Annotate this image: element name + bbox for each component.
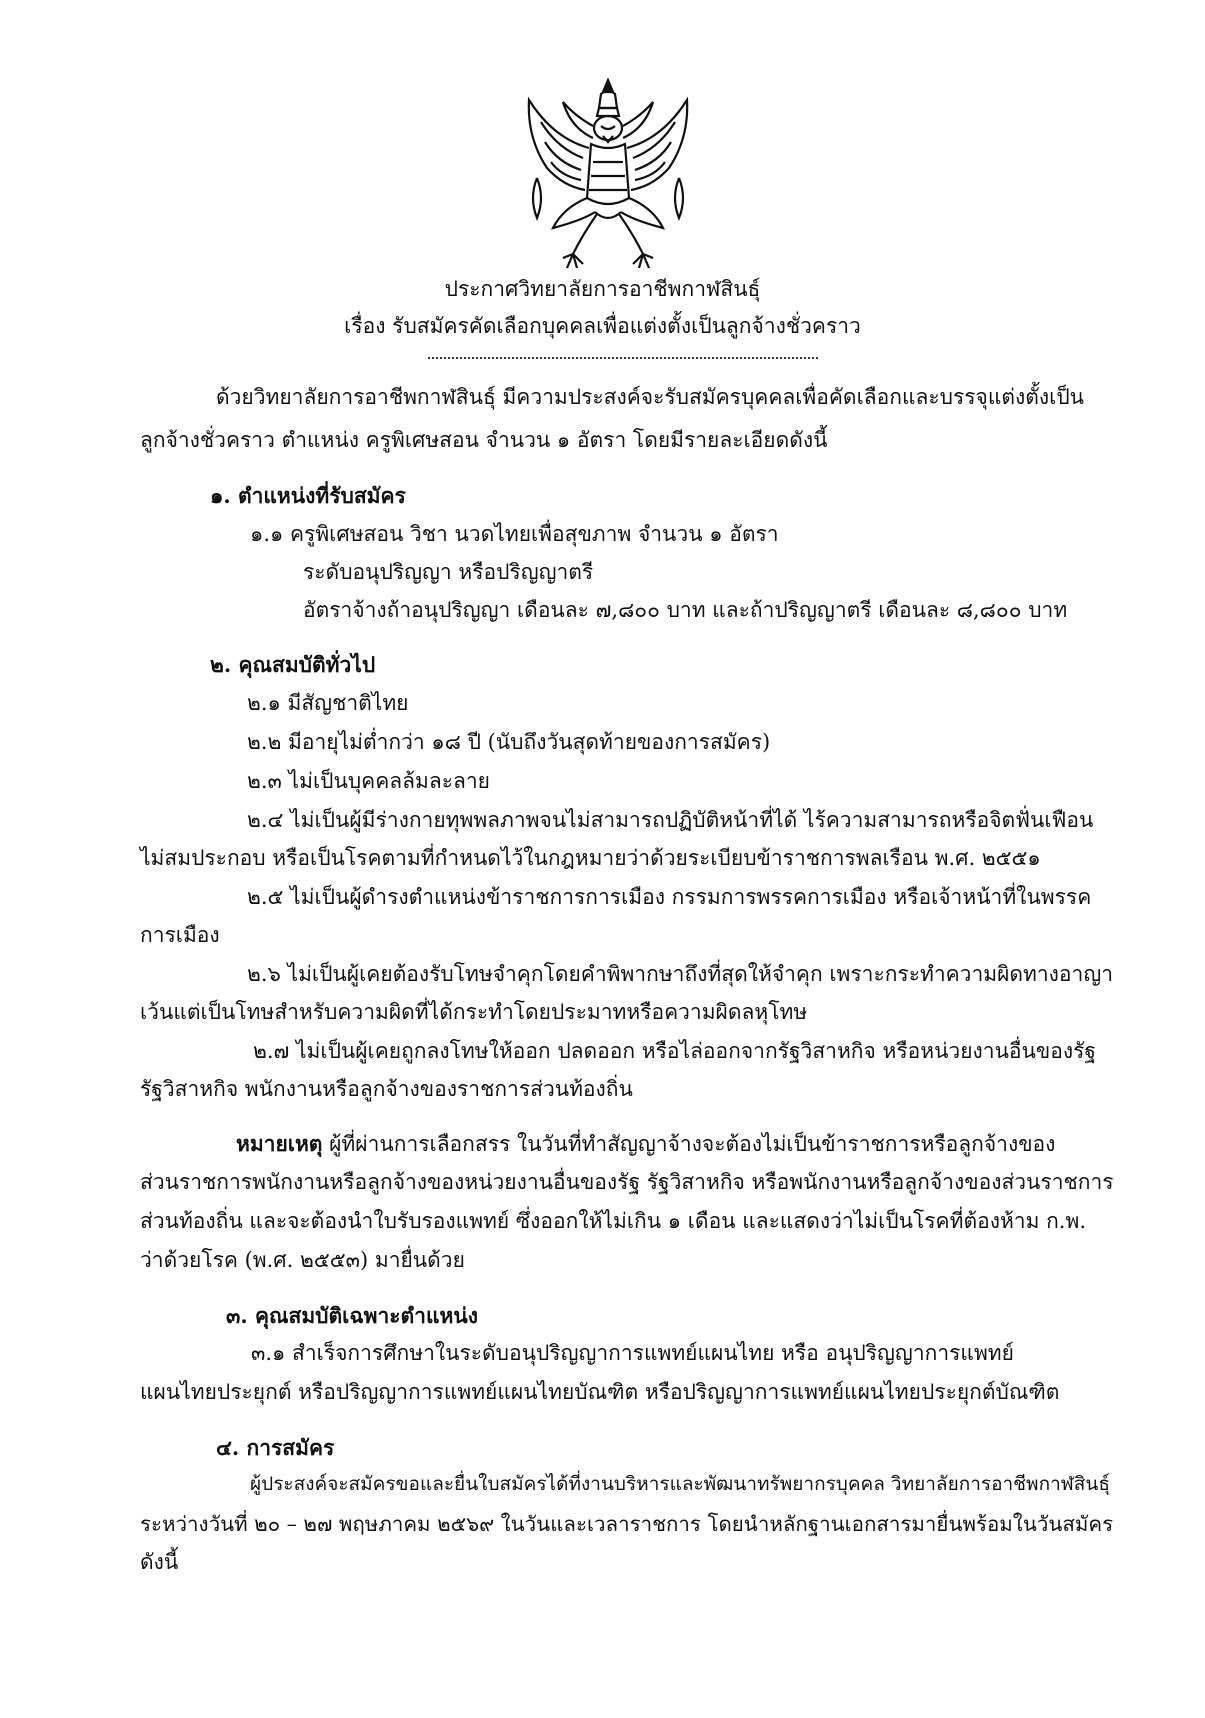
section-2-item-4-cont: ไม่สมประกอบ หรือเป็นโรคตามที่กำหนดไว้ในกฎหมายว่าด้วยระเบียบข้าราชการพลเรือน พ.ศ. ๒๕๕๑ [140, 846, 1041, 870]
note-line-4: ว่าด้วยโรค (พ.ศ. ๒๕๕๓) มายื่นด้วย [140, 1248, 465, 1272]
section-4-line-1: ผู้ประสงค์จะสมัครขอและยื่นใบสมัครได้ที่งานบริหารและพัฒนาทรัพยากรบุคคล วิทยาลัยการอาชีพกาฬสินธุ์ [250, 1473, 1110, 1495]
garuda-emblem-icon [523, 78, 693, 270]
section-1-line-3: อัตราจ้างถ้าอนุปริญญา เดือนละ ๗,๘๐๐ บาท และถ้าปริญญาตรี เดือนละ ๘,๘๐๐ บาท [303, 598, 1068, 622]
section-3-line-2: แผนไทยประยุกต์ หรือปริญญาการแพทย์แผนไทยบัณฑิต หรือปริญญาการแพทย์แผนไทยประยุกต์บัณฑิต [140, 1380, 1060, 1404]
note-line-3: ส่วนท้องถิ่น และจะต้องนำใบรับรองแพทย์ ซึ่งออกให้ไม่เกิน ๑ เดือน และแสดงว่าไม่เป็นโรคที่ต้องห้าม ก.พ. [140, 1209, 1087, 1233]
intro-line-2: ลูกจ้างชั่วคราว ตำแหน่ง ครูพิเศษสอน จำนวน ๑ อัตรา โดยมีรายละเอียดดังนี้ [140, 428, 828, 452]
section-1-line-2: ระดับอนุปริญญา หรือปริญญาตรี [303, 560, 594, 584]
section-2-item-4: ๒.๔ ไม่เป็นผู้มีร่างกายทุพพลภาพจนไม่สามารถปฏิบัติหน้าที่ได้ ไร้ความสามารถหรือจิตฟั่นเฟือน [247, 808, 1094, 832]
note-label: หมายเหตุ [236, 1131, 323, 1156]
announcement-title: ประกาศวิทยาลัยการอาชีพกาฬสินธุ์ [444, 277, 761, 301]
section-1-line-1: ๑.๑ ครูพิเศษสอน วิชา นวดไทยเพื่อสุขภาพ จำนวน ๑ อัตรา [250, 522, 779, 546]
section-4-heading: ๔. การสมัคร [216, 1435, 335, 1460]
section-4-line-3: ดังนี้ [140, 1550, 179, 1574]
section-2-item-1: ๒.๑ มีสัญชาติไทย [247, 691, 409, 715]
section-2-item-6-cont: เว้นแต่เป็นโทษสำหรับความผิดที่ได้กระทำโดยประมาทหรือความผิดลหุโทษ [140, 1000, 808, 1024]
section-2-item-3: ๒.๓ ไม่เป็นบุคคลล้มละลาย [247, 769, 490, 793]
section-2-heading: ๒. คุณสมบัติทั่วไป [210, 652, 376, 677]
section-2-item-6: ๒.๖ ไม่เป็นผู้เคยต้องรับโทษจำคุกโดยคำพิพากษาถึงที่สุดให้จำคุก เพราะกระทำความผิดทางอาญา [247, 962, 1114, 986]
divider [428, 357, 818, 359]
section-2-item-7-cont: รัฐวิสาหกิจ พนักงานหรือลูกจ้างของราชการส่วนท้องถิ่น [140, 1077, 633, 1101]
section-2-item-2: ๒.๒ มีอายุไม่ต่ำกว่า ๑๘ ปี (นับถึงวันสุดท้ายของการสมัคร) [247, 730, 771, 754]
note-line-1 [236, 1133, 1055, 1155]
note-line-2: ส่วนราชการพนักงานหรือลูกจ้างของหน่วยงานอื่นของรัฐ รัฐวิสาหกิจ หรือพนักงานหรือลูกจ้างของส่วนราชการ [140, 1170, 1114, 1194]
intro-line-1: ด้วยวิทยาลัยการอาชีพกาฬสินธุ์ มีความประสงค์จะรับสมัครบุคคลเพื่อคัดเลือกและบรรจุแต่งตั้งเป็น [216, 385, 1085, 409]
section-3-heading: ๓. คุณสมบัติเฉพาะตำแหน่ง [226, 1303, 478, 1328]
section-2-item-5: ๒.๕ ไม่เป็นผู้ดำรงตำแหน่งข้าราชการการเมือง กรรมการพรรคการเมือง หรือเจ้าหน้าที่ในพรรค [247, 885, 1092, 909]
section-1-heading: ๑. ตำแหน่งที่รับสมัคร [210, 483, 406, 508]
section-4-line-2: ระหว่างวันที่ ๒๐ – ๒๗ พฤษภาคม ๒๕๖๙ ในวันและเวลาราชการ โดยนำหลักฐานเอกสารมายื่นพร้อมในวันสมัคร [140, 1512, 1114, 1536]
announcement-subject: เรื่อง รับสมัครคัดเลือกบุคคลเพื่อแต่งตั้งเป็นลูกจ้างชั่วคราว [344, 314, 861, 338]
section-2-item-5-cont: การเมือง [140, 923, 220, 947]
section-3-line-1: ๓.๑ สำเร็จการศึกษาในระดับอนุปริญญาการแพทย์แผนไทย หรือ อนุปริญญาการแพทย์ [251, 1341, 1014, 1365]
note-text-1: ผู้ที่ผ่านการเลือกสรร ในวันที่ทำสัญญาจ้างจะต้องไม่เป็นข้าราชการหรือลูกจ้างของ [322, 1132, 1056, 1156]
section-2-item-7: ๒.๗ ไม่เป็นผู้เคยถูกลงโทษให้ออก ปลดออก หรือไล่ออกจากรัฐวิสาหกิจ หรือหน่วยงานอื่นของรัฐ [253, 1039, 1096, 1063]
